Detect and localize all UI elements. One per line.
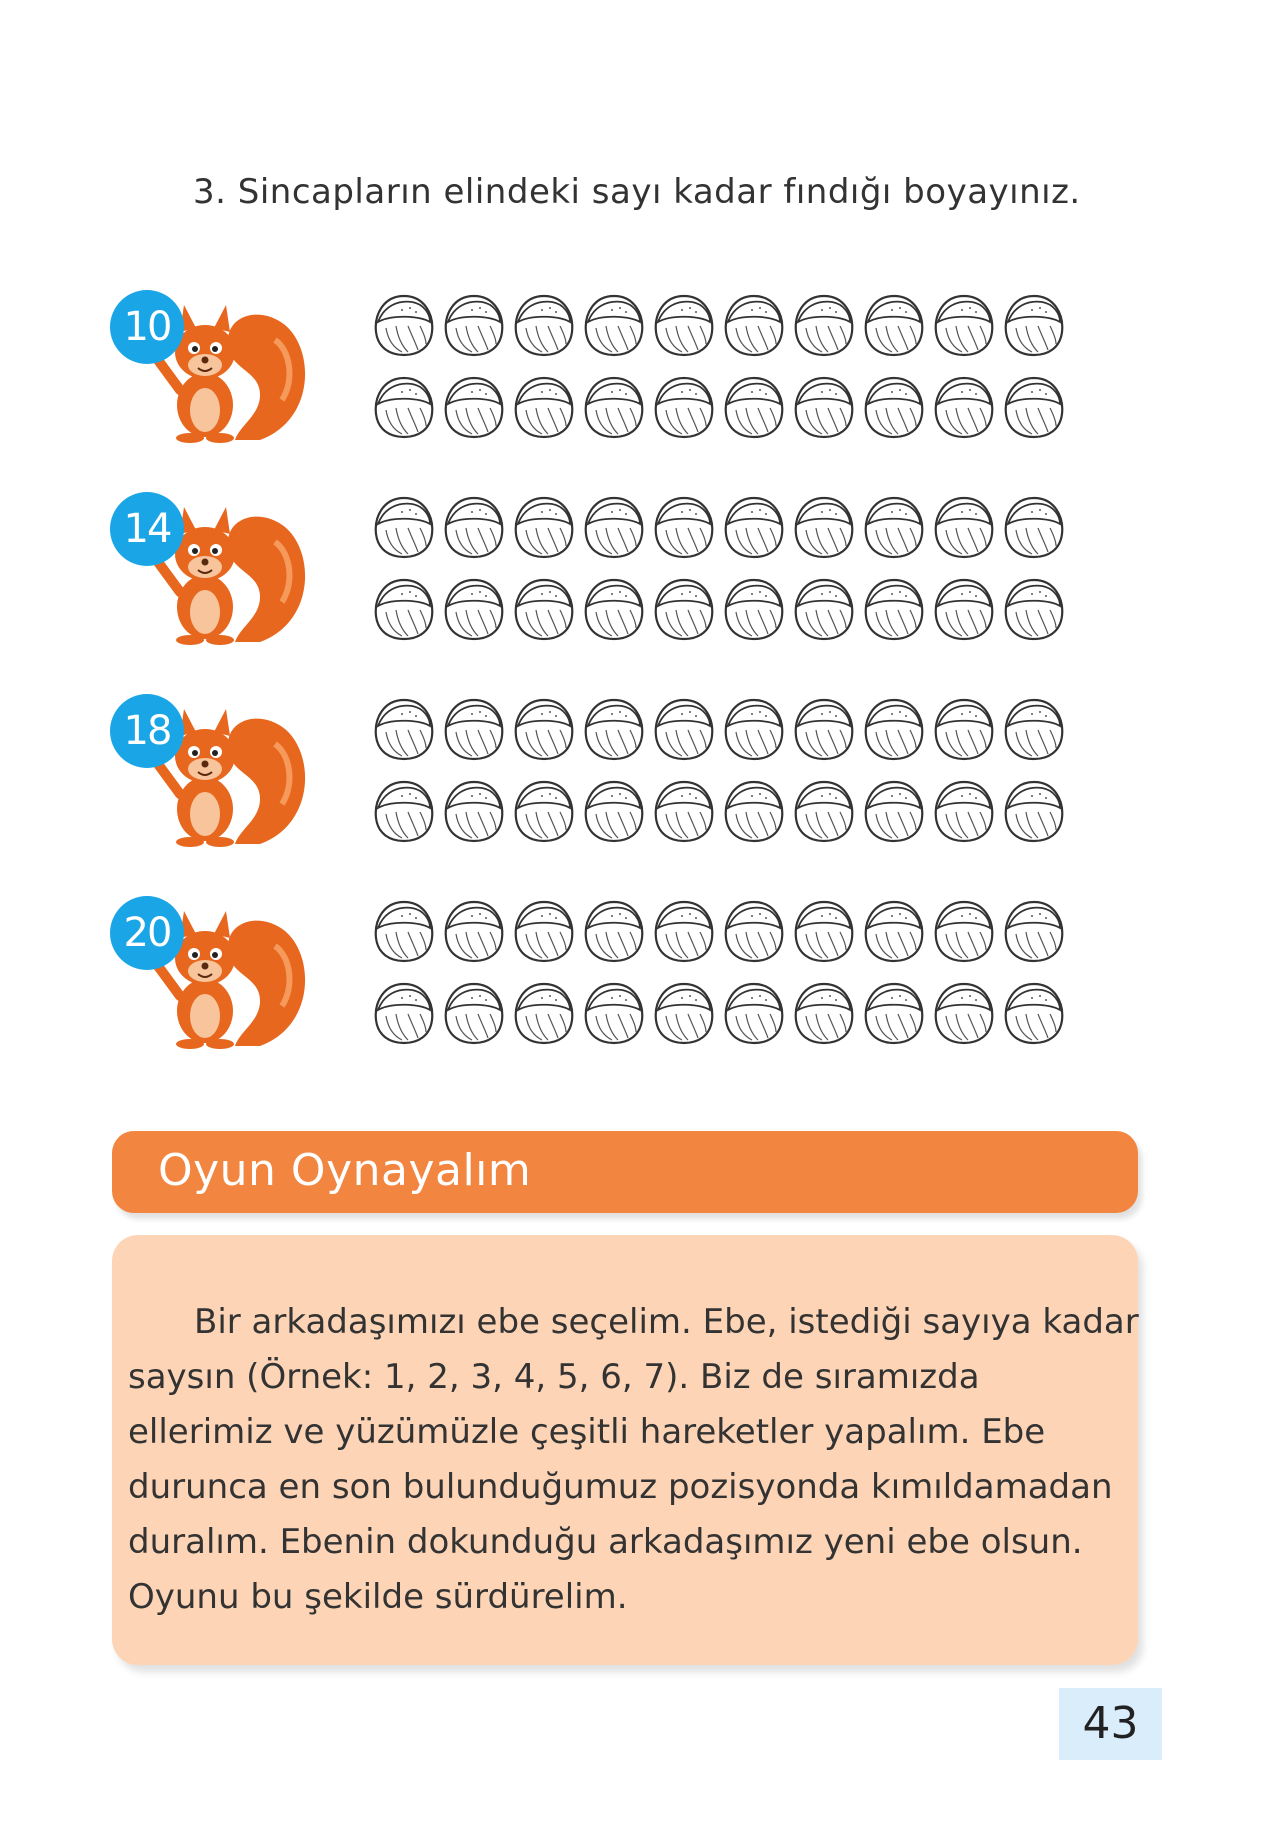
hazelnut-icon[interactable]: [512, 778, 574, 860]
hazelnut-icon[interactable]: [792, 778, 854, 860]
hazelnut-icon[interactable]: [372, 576, 434, 658]
hazelnut-icon[interactable]: [932, 494, 994, 576]
hazelnut-icon[interactable]: [652, 494, 714, 576]
hazelnut-icon[interactable]: [932, 696, 994, 778]
hazelnut-icon[interactable]: [862, 778, 924, 860]
hazelnut-icon[interactable]: [722, 696, 784, 778]
nut-grid: [372, 696, 1064, 860]
exercise-row: [110, 896, 1110, 1066]
game-line: durunca en son bulunduğumuz pozisyonda kımıldamadan: [128, 1467, 1113, 1507]
game-text: [128, 1295, 1139, 1625]
hazelnut-icon[interactable]: [722, 494, 784, 576]
hazelnut-icon[interactable]: [932, 374, 994, 456]
hazelnut-icon[interactable]: [792, 576, 854, 658]
hazelnut-icon[interactable]: [372, 374, 434, 456]
hazelnut-icon[interactable]: [512, 494, 574, 576]
hazelnut-icon[interactable]: [792, 494, 854, 576]
hazelnut-icon[interactable]: [722, 898, 784, 980]
hazelnut-icon[interactable]: [652, 898, 714, 980]
game-line: Bir arkadaşımızı ebe seçelim. Ebe, istediği sayıya kadar: [194, 1302, 1139, 1342]
hazelnut-icon[interactable]: [1002, 576, 1064, 658]
hazelnut-icon[interactable]: [722, 292, 784, 374]
hazelnut-icon[interactable]: [722, 576, 784, 658]
hazelnut-icon[interactable]: [1002, 778, 1064, 860]
exercise-row: [110, 694, 1110, 864]
hazelnut-icon[interactable]: [582, 292, 644, 374]
hazelnut-icon[interactable]: [582, 980, 644, 1062]
hazelnut-icon[interactable]: [862, 494, 924, 576]
hazelnut-icon[interactable]: [512, 292, 574, 374]
game-line: ellerimiz ve yüzümüzle çeşitli hareketler yapalım. Ebe: [128, 1412, 1046, 1452]
hazelnut-icon[interactable]: [932, 898, 994, 980]
hazelnut-icon[interactable]: [442, 292, 504, 374]
hazelnut-icon[interactable]: [442, 898, 504, 980]
hazelnut-icon[interactable]: [582, 696, 644, 778]
hazelnut-icon[interactable]: [582, 374, 644, 456]
hazelnut-icon[interactable]: [1002, 494, 1064, 576]
hazelnut-icon[interactable]: [372, 898, 434, 980]
hazelnut-icon[interactable]: [442, 576, 504, 658]
game-line: duralım. Ebenin dokunduğu arkadaşımız yeni ebe olsun.: [128, 1522, 1083, 1562]
hazelnut-icon[interactable]: [442, 494, 504, 576]
number-badge: 10: [110, 290, 184, 364]
hazelnut-icon[interactable]: [442, 778, 504, 860]
nut-grid: [372, 292, 1064, 456]
hazelnut-icon[interactable]: [512, 980, 574, 1062]
nut-grid: [372, 494, 1064, 658]
hazelnut-icon[interactable]: [1002, 292, 1064, 374]
hazelnut-icon[interactable]: [862, 576, 924, 658]
number-badge: 20: [110, 896, 184, 970]
hazelnut-icon[interactable]: [372, 292, 434, 374]
hazelnut-icon[interactable]: [582, 898, 644, 980]
hazelnut-icon[interactable]: [372, 980, 434, 1062]
hazelnut-icon[interactable]: [512, 696, 574, 778]
number-badge: 18: [110, 694, 184, 768]
hazelnut-icon[interactable]: [582, 778, 644, 860]
hazelnut-icon[interactable]: [792, 696, 854, 778]
hazelnut-icon[interactable]: [442, 696, 504, 778]
hazelnut-icon[interactable]: [722, 374, 784, 456]
hazelnut-icon[interactable]: [512, 374, 574, 456]
hazelnut-icon[interactable]: [722, 778, 784, 860]
hazelnut-icon[interactable]: [442, 980, 504, 1062]
hazelnut-icon[interactable]: [652, 778, 714, 860]
hazelnut-icon[interactable]: [932, 292, 994, 374]
hazelnut-icon[interactable]: [862, 898, 924, 980]
hazelnut-icon[interactable]: [512, 898, 574, 980]
hazelnut-icon[interactable]: [442, 374, 504, 456]
hazelnut-icon[interactable]: [372, 696, 434, 778]
instruction: 3. Sincapların elindeki sayı kadar fındığı boyayınız.: [193, 172, 1081, 212]
hazelnut-icon[interactable]: [372, 494, 434, 576]
hazelnut-icon[interactable]: [582, 494, 644, 576]
hazelnut-icon[interactable]: [792, 292, 854, 374]
hazelnut-icon[interactable]: [372, 778, 434, 860]
page-number: 43: [1059, 1688, 1162, 1760]
hazelnut-icon[interactable]: [1002, 980, 1064, 1062]
hazelnut-icon[interactable]: [652, 374, 714, 456]
hazelnut-icon[interactable]: [932, 576, 994, 658]
hazelnut-icon[interactable]: [652, 980, 714, 1062]
hazelnut-icon[interactable]: [1002, 374, 1064, 456]
hazelnut-icon[interactable]: [862, 696, 924, 778]
hazelnut-icon[interactable]: [652, 696, 714, 778]
hazelnut-icon[interactable]: [862, 374, 924, 456]
number-badge: 14: [110, 492, 184, 566]
hazelnut-icon[interactable]: [932, 980, 994, 1062]
hazelnut-icon[interactable]: [1002, 696, 1064, 778]
hazelnut-icon[interactable]: [792, 374, 854, 456]
nut-grid: [372, 898, 1064, 1062]
hazelnut-icon[interactable]: [722, 980, 784, 1062]
exercise-row: [110, 290, 1110, 460]
hazelnut-icon[interactable]: [792, 898, 854, 980]
game-instructions-box: [112, 1235, 1138, 1665]
section-title: Oyun Oynayalım: [158, 1145, 532, 1196]
game-line: Oyunu bu şekilde sürdürelim.: [128, 1577, 628, 1617]
hazelnut-icon[interactable]: [862, 980, 924, 1062]
hazelnut-icon[interactable]: [582, 576, 644, 658]
hazelnut-icon[interactable]: [1002, 898, 1064, 980]
hazelnut-icon[interactable]: [512, 576, 574, 658]
section-header: [112, 1131, 1138, 1213]
hazelnut-icon[interactable]: [792, 980, 854, 1062]
hazelnut-icon[interactable]: [862, 292, 924, 374]
game-line: saysın (Örnek: 1, 2, 3, 4, 5, 6, 7). Biz de sıramızda: [128, 1357, 980, 1397]
hazelnut-icon[interactable]: [652, 576, 714, 658]
hazelnut-icon[interactable]: [932, 778, 994, 860]
exercise-row: [110, 492, 1110, 662]
hazelnut-icon[interactable]: [652, 292, 714, 374]
